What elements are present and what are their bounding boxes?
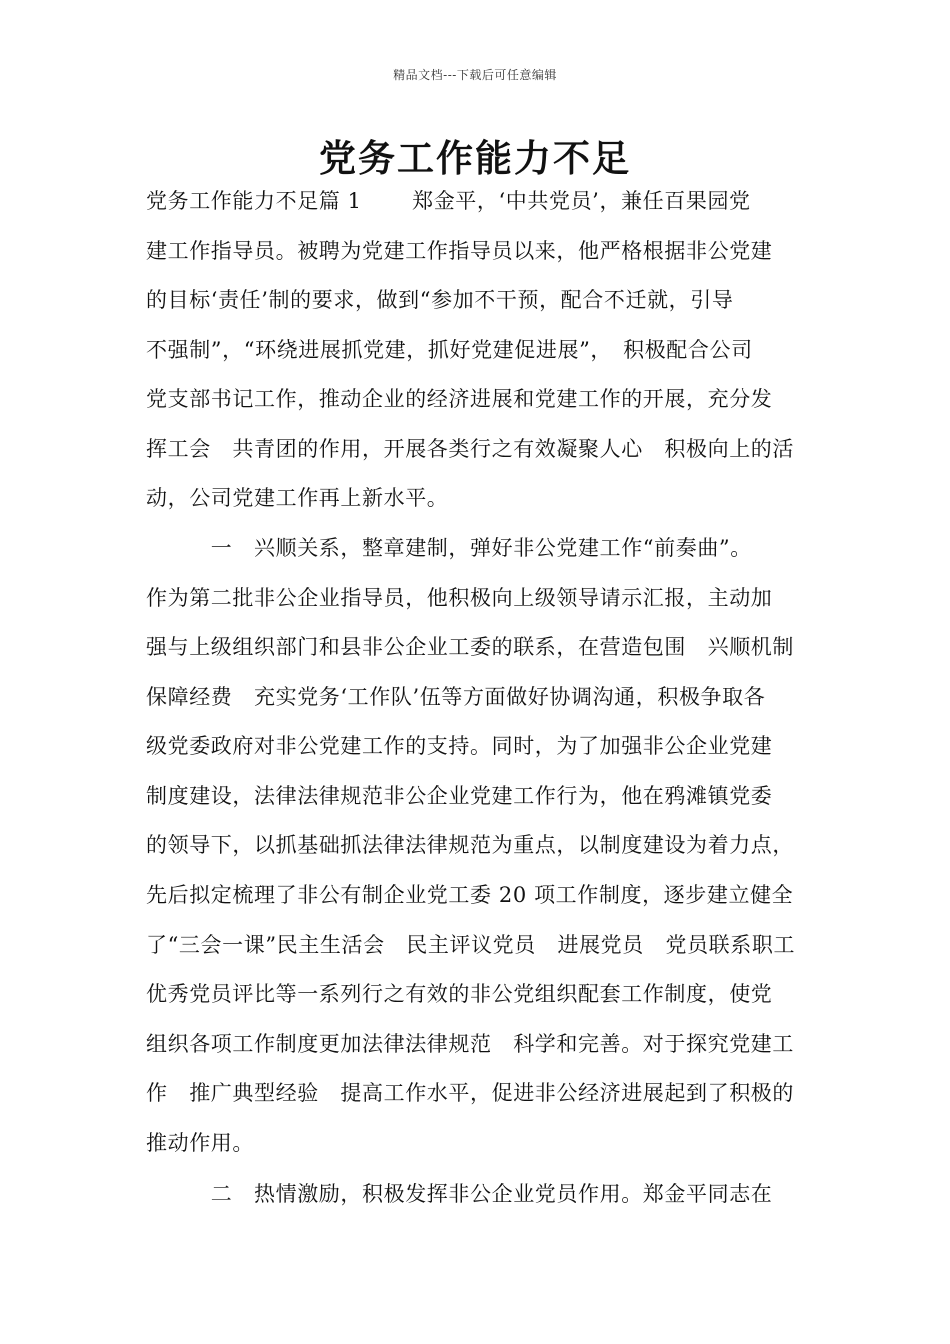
body-line: 了“三会一课”民主生活会 民主评议党员 进展党员 党员联系职工: [146, 933, 796, 957]
body-line: 二 热情激励，积极发挥非公企业党员作用。郑金平同志在: [146, 1182, 773, 1206]
body-line: 党务工作能力不足篇 1 郑金平，‘中共党员’，兼任百果园党: [146, 189, 751, 213]
body-line: 建工作指导员。被聘为党建工作指导员以来，他严格根据非公党建: [146, 239, 773, 263]
body-line: 的领导下，以抓基础抓法律法律规范为重点，以制度建设为着力点，: [146, 833, 794, 857]
document-title: 党务工作能力不足: [319, 137, 631, 180]
body-line: 动，公司党建工作再上新水平。: [146, 486, 449, 510]
body-line: 挥工会 共青团的作用，开展各类行之有效凝聚人心 积极向上的活: [146, 437, 794, 461]
body-line: 先后拟定梳理了非公有制企业党工委 20 项工作制度，逐步建立健全: [146, 883, 794, 907]
body-line: 不强制”，“环绕进展抓党建，抓好党建促进展”， 积极配合公司: [146, 338, 753, 362]
header-note: 精品文档---下载后可任意编辑: [393, 68, 557, 82]
body-line: 的目标‘责任’制的要求，做到“参加不干预，配合不迁就，引导: [146, 288, 734, 312]
body-line: 组织各项工作制度更加法律法律规范 科学和完善。对于探究党建工: [146, 1032, 794, 1056]
body-line: 级党委政府对非公党建工作的支持。同时，为了加强非公企业党建: [146, 734, 773, 758]
body-line: 优秀党员评比等一系列行之有效的非公党组织配套工作制度，使党: [146, 982, 773, 1006]
body-line: 一 兴顺关系，整章建制，弹好非公党建工作“前奏曲”。: [146, 536, 752, 560]
body-line: 推动作用。: [146, 1131, 254, 1155]
body-line: 保障经费 充实党务‘工作队’伍等方面做好协调沟通，积极争取各: [146, 685, 766, 709]
body-line: 作 推广典型经验 提高工作水平，促进非公经济进展起到了积极的: [146, 1081, 794, 1105]
body-line: 制度建设，法律法律规范非公企业党建工作行为，他在鸦滩镇党委: [146, 784, 773, 808]
body-line: 作为第二批非公企业指导员，他积极向上级领导请示汇报，主动加: [146, 586, 773, 610]
body-line: 党支部书记工作，推动企业的经济进展和党建工作的开展，充分发: [146, 387, 773, 411]
body-line: 强与上级组织部门和县非公企业工委的联系，在营造包围 兴顺机制: [146, 635, 794, 659]
